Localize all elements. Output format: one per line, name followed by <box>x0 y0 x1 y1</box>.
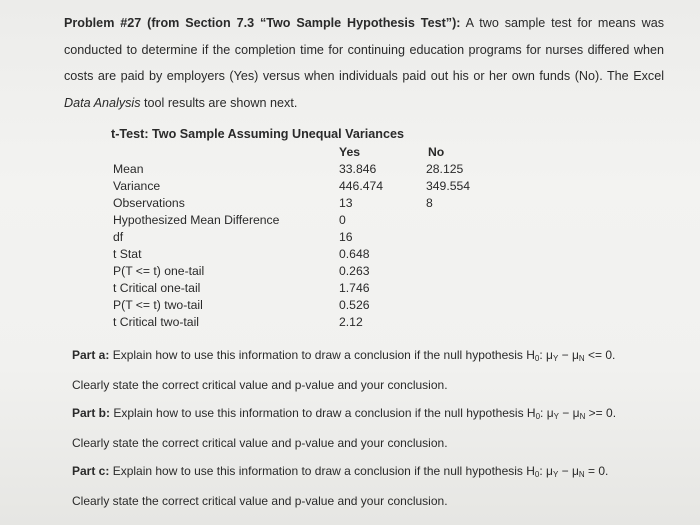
row-label: P(T <= t) two-tail <box>113 298 203 312</box>
relation: <= 0. <box>584 348 616 362</box>
part-c-line2: Clearly state the correct critical value and p-value and your conclusion. <box>72 494 448 508</box>
column-header-yes: Yes <box>339 145 361 159</box>
subscript-y: Y <box>553 412 559 421</box>
mu-symbol: : μ <box>539 464 553 478</box>
yes-value: 0.526 <box>339 298 370 312</box>
part-a-line2: Clearly state the correct critical value and p-value and your conclusion. <box>72 378 448 392</box>
yes-value: 0 <box>339 213 346 227</box>
yes-value: 0.263 <box>339 264 370 278</box>
subscript-0: 0 <box>534 354 540 363</box>
relation: >= 0. <box>585 406 617 420</box>
part-b-label: Part b: <box>72 406 111 420</box>
yes-value: 16 <box>339 230 353 244</box>
problem-text-b: tool results are shown next. <box>140 95 298 110</box>
subscript-n: N <box>578 354 585 363</box>
part-a-line1 <box>72 342 662 372</box>
yes-value: 13 <box>339 196 353 210</box>
row-label: t Stat <box>113 247 142 261</box>
part-a-question <box>72 342 662 398</box>
subscript-y: Y <box>552 354 559 363</box>
subscript-y: Y <box>552 470 559 479</box>
problem-text-a: A two sample test for means was conducted to determine if the completion time for continuing education programs for nurses differed when costs are paid by employers (Yes) versus when individuals paid out his or her own funds (No). The Excel <box>64 16 665 83</box>
yes-value: 446.474 <box>339 179 384 193</box>
mu-symbol: : μ <box>539 348 553 362</box>
part-b-line1 <box>72 400 662 430</box>
row-label: Hypothesized Mean Difference <box>113 213 280 227</box>
ttest-title: t-Test: Two Sample Assuming Unequal Variances <box>111 127 404 141</box>
minus-mu: − μ <box>558 348 579 362</box>
no-value: 8 <box>426 196 433 210</box>
part-b-question <box>72 400 662 456</box>
relation: = 0. <box>584 464 609 478</box>
part-b-line2: Clearly state the correct critical value and p-value and your conclusion. <box>72 436 448 450</box>
part-a-text: Explain how to use this information to draw a conclusion if the null hypothesis H <box>109 348 535 362</box>
problem-heading: Problem #27 (from Section 7.3 “Two Sample Hypothesis Test”): <box>64 16 461 30</box>
part-a-label: Part a: <box>72 348 110 362</box>
column-header-no: No <box>428 145 445 159</box>
problem-text-italic: Data Analysis <box>64 95 141 110</box>
minus-mu: − μ <box>558 406 580 420</box>
yes-value: 33.846 <box>339 162 377 176</box>
part-c-text: Explain how to use this information to draw a conclusion if the null hypothesis H <box>109 464 535 478</box>
row-label: t Critical two-tail <box>113 315 200 329</box>
no-value: 349.554 <box>426 179 471 193</box>
part-c-line1 <box>72 458 662 488</box>
problem-statement <box>64 10 664 116</box>
row-label: Mean <box>113 162 144 176</box>
row-label: df <box>113 230 124 244</box>
yes-value: 1.746 <box>339 281 370 295</box>
row-label: Variance <box>113 179 161 193</box>
no-value: 28.125 <box>426 162 464 176</box>
subscript-n: N <box>579 412 586 421</box>
mu-symbol: : μ <box>540 406 554 420</box>
subscript-0: 0 <box>535 412 541 421</box>
part-c-question <box>72 458 662 514</box>
yes-value: 0.648 <box>339 247 370 261</box>
subscript-0: 0 <box>534 470 540 479</box>
part-c-label: Part c: <box>72 464 110 478</box>
row-label: Observations <box>113 196 185 210</box>
part-b-text: Explain how to use this information to draw a conclusion if the null hypothesis H <box>110 406 536 420</box>
subscript-n: N <box>578 470 585 479</box>
row-label: P(T <= t) one-tail <box>113 264 205 278</box>
row-label: t Critical one-tail <box>113 281 201 295</box>
yes-value: 2.12 <box>339 315 363 329</box>
minus-mu: − μ <box>558 464 579 478</box>
